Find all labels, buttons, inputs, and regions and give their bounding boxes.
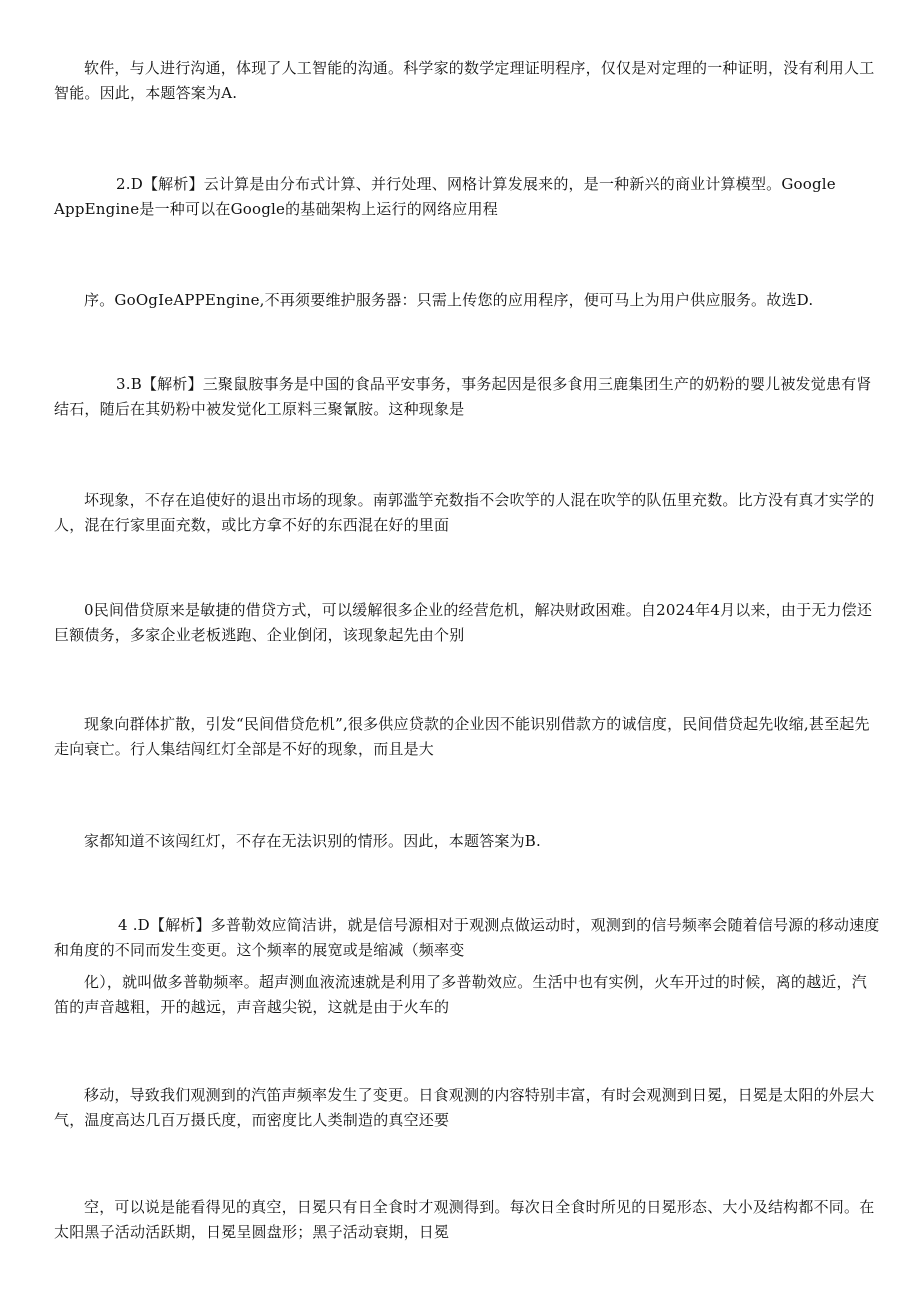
paragraph-q4-corona: 移动，导致我们观测到的汽笛声频率发生了变更。日食观测的内容特别丰富，有时会观测到日冕，日冕是太阳的外层大气，温度高达几百万摄氏度，而密度比人类制造的真空还要 — [54, 1086, 875, 1129]
paragraph-ai-answer: 软件，与人进行沟通，体现了人工智能的沟通。科学家的数学定理证明程序，仅仅是对定理的一种证明，没有利用人工智能。因此，本题答案为A. — [54, 59, 875, 102]
paragraph-q3-answer: 家都知道不该闯红灯，不存在无法识别的情形。因此，本题答案为B. — [84, 832, 541, 850]
paragraph-q4-doppler: 4 .D【解析】多普勒效应简洁讲，就是信号源相对于观测点做运动时，观测到的信号频率会随着信号源的移动速度和角度的不同而发生变更。这个频率的展宽或是缩减（频率变 — [54, 916, 880, 959]
paragraph-q2-cloud-computing: 2.D【解析】云计算是由分布式计算、并行处理、网格计算发展来的，是一种新兴的商业计算模型。Google AppEngine是一种可以在Google的基础架构上运行的网络应用程 — [54, 175, 836, 218]
paragraph-q4-doppler-frequency: 化），就叫做多普勒频率。超声测血液流速就是利用了多普勒效应。生活中也有实例，火车开过的时候，离的越近，汽笛的声音越粗，开的越远，声音越尖锐，这就是由于火车的 — [54, 973, 867, 1016]
paragraph-private-lending: 0民间借贷原来是敏捷的借贷方式，可以缓解很多企业的经营危机，解决财政困难。自2024年4月以来，由于无力偿还巨额债务，多家企业老板逃跑、企业倒闭，该现象起先由个别 — [54, 601, 873, 644]
paragraph-q3-melamine: 3.B【解析】三聚鼠胺事务是中国的食品平安事务，事务起因是很多食用三鹿集团生产的奶粉的婴儿被发觉患有肾结石，随后在其奶粉中被发觉化工原料三聚氰胺。这种现象是 — [54, 375, 872, 418]
paragraph-q4-corona-continued: 空，可以说是能看得见的真空，日冕只有日全食时才观测得到。每次日全食时所见的日冕形态、大小及结构都不同。在太阳黑子活动活跃期，日冕呈圆盘形；黑子活动衰期，日冕 — [54, 1198, 875, 1241]
paragraph-q2-continued: 序。GoOgIeAPPEngine,不再须要维护服务器：只需上传您的应用程序，便可马上为用户供应服务。故选D. — [84, 291, 814, 309]
paragraph-q3-continued: 坏现象，不存在追使好的退出市场的现象。南郭滥竽充数指不会吹竽的人混在吹竽的队伍里充数。比方没有真才实学的人，混在行家里面充数，或比方拿不好的东西混在好的里面 — [54, 491, 875, 534]
paragraph-lending-crisis: 现象向群体扩散，引发“民间借贷危机”,很多供应贷款的企业因不能识别借款方的诚信度，民间借贷起先收缩,甚至起先走向衰亡。行人集结闯红灯全部是不好的现象，而且是大 — [54, 715, 870, 758]
